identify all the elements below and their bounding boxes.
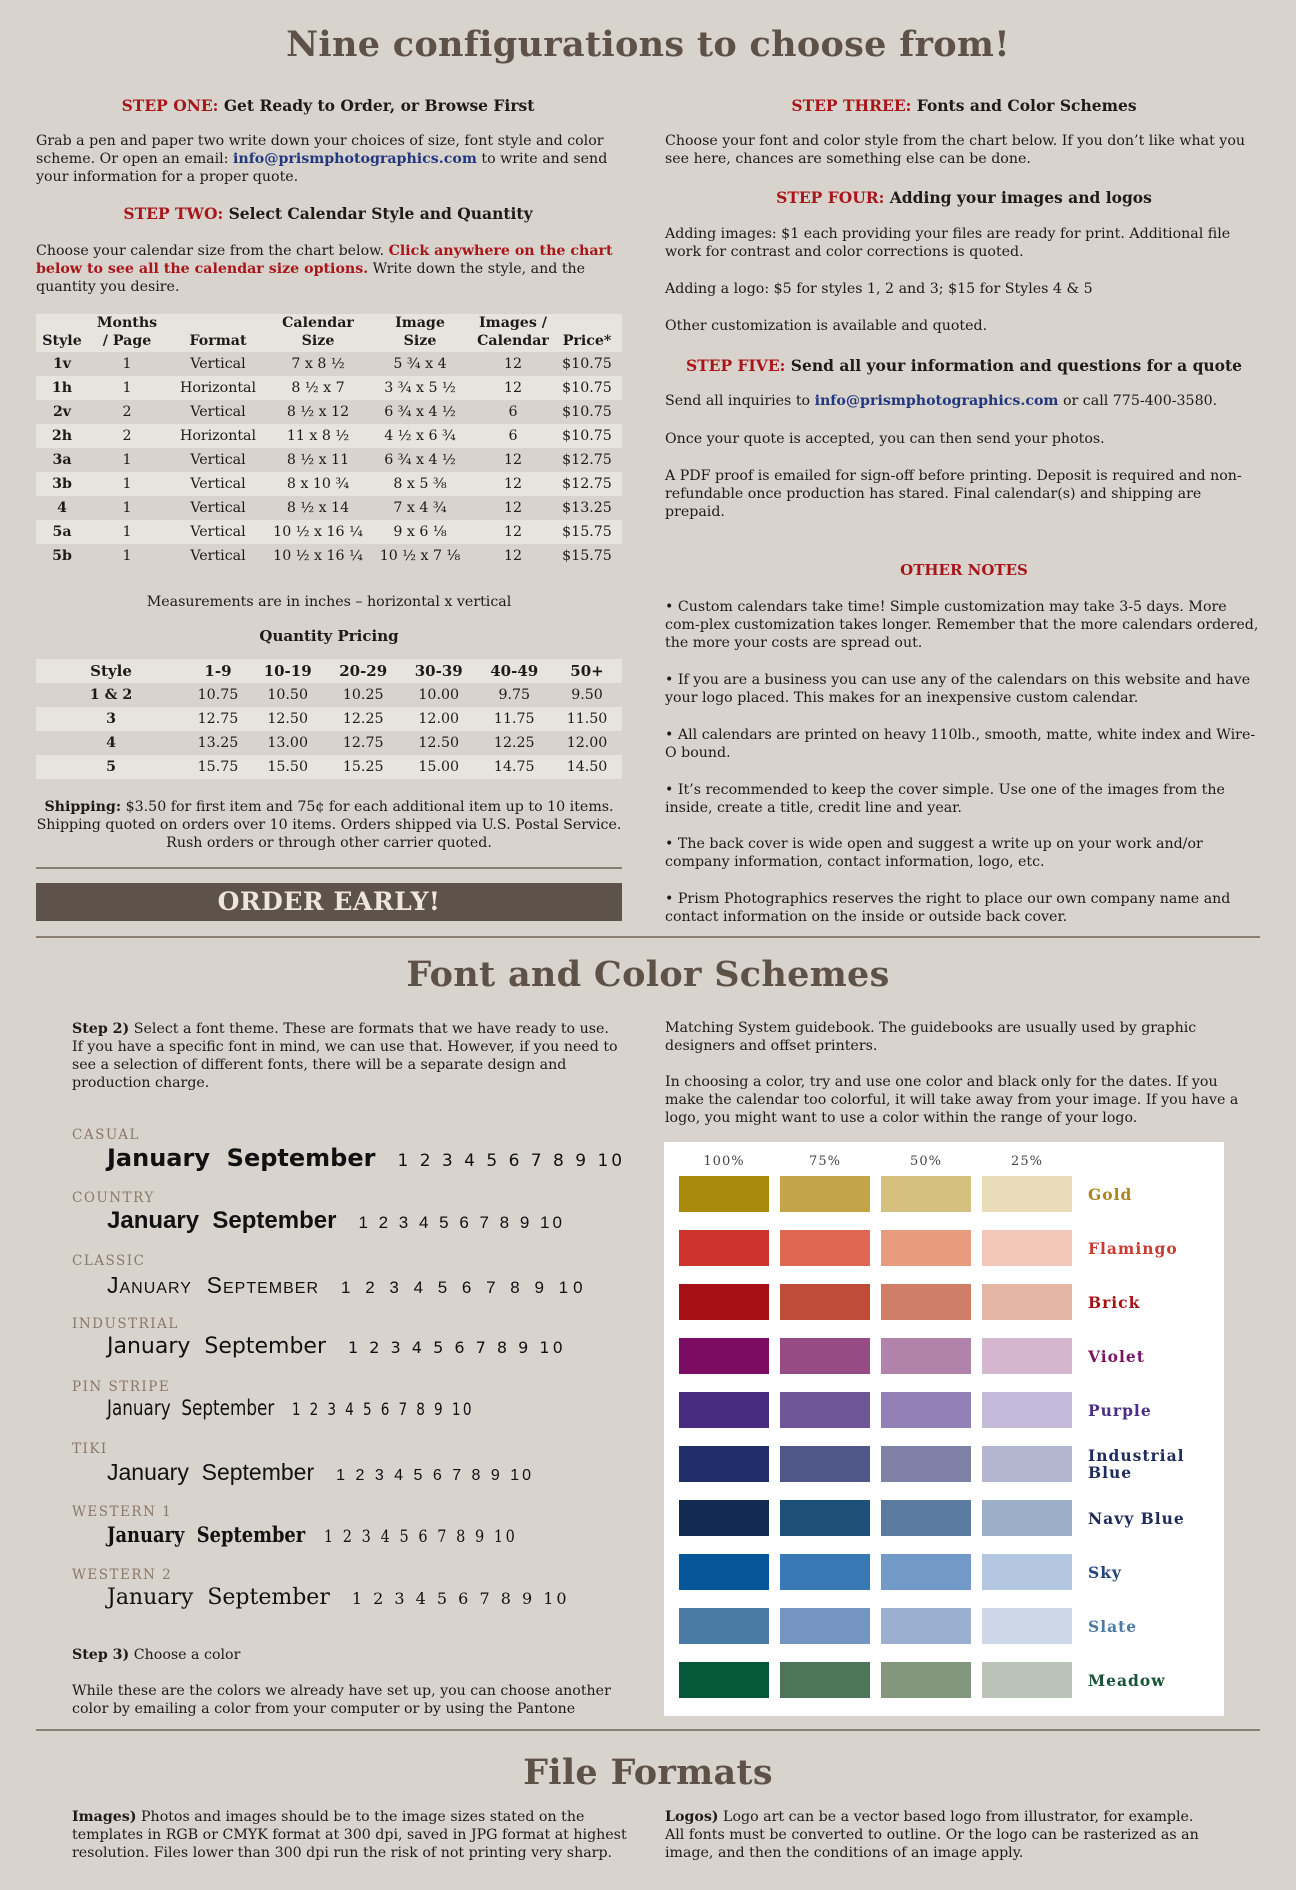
color-swatch-violet-75[interactable] — [780, 1338, 870, 1374]
table-row[interactable]: 4 1 Vertical 8 ½ x 14 7 x 4 ¾ 12 $13.25 — [57, 500, 612, 516]
col-format: Format — [189, 333, 247, 349]
step-one-text — [36, 132, 622, 186]
color-name-meadow: Meadow — [1088, 1671, 1166, 1690]
color-swatch-gold-50[interactable] — [881, 1176, 971, 1212]
note-item: • It’s recommended to keep the cover simple. Use one of the images from the inside, create a title, credit line and year. — [665, 782, 1225, 816]
color-swatch-purple-25[interactable] — [982, 1392, 1072, 1428]
sample-nums: 1 2 3 4 5 6 7 8 9 10 — [341, 1278, 588, 1297]
sample-text: January September — [107, 1396, 275, 1420]
col-calendar-size: Calendar Size — [282, 315, 354, 349]
color-swatch-sky-75[interactable] — [780, 1554, 870, 1590]
font-step-2-text — [72, 1020, 620, 1092]
color-swatch-navy-blue-50[interactable] — [881, 1500, 971, 1536]
font-label-western-2: WESTERN 2 — [72, 1567, 173, 1583]
color-swatch-navy-blue-25[interactable] — [982, 1500, 1072, 1536]
step-one-text-before: Grab a pen and paper two write down your choices of size, font style and color scheme. Or open an email: — [36, 133, 604, 167]
section-divider-2 — [36, 1729, 1260, 1731]
order-early-banner: ORDER EARLY! — [36, 883, 622, 921]
color-swatch-purple-100[interactable] — [679, 1392, 769, 1428]
sample-text: January September — [107, 1522, 306, 1547]
font-label-pin-stripe: PIN STRIPE — [72, 1379, 171, 1395]
col-months: Months / Page — [96, 315, 158, 349]
table-row[interactable]: 1h 1 Horizontal 8 ½ x 7 3 ¾ x 5 ½ 12 $10.75 — [36, 376, 622, 400]
color-swatch-flamingo-100[interactable] — [679, 1230, 769, 1266]
note-item: • Prism Photographics reserves the right to place our own company name and contact information on the inside or outside back cover. — [665, 891, 1231, 925]
color-swatch-flamingo-25[interactable] — [982, 1230, 1072, 1266]
color-name-navy-blue: Navy Blue — [1088, 1509, 1185, 1528]
sample-text: January September — [107, 1585, 330, 1610]
other-notes-title: OTHER NOTES — [900, 561, 1028, 579]
table-header-row — [36, 314, 622, 352]
step-five-p1-before: Send all inquiries to — [665, 393, 815, 409]
shipping-label: Shipping: — [44, 799, 122, 815]
color-swatch-gold-25[interactable] — [982, 1176, 1072, 1212]
shipping-line-3: Rush orders or through other carrier quoted. — [166, 835, 492, 851]
step-two-text-before: Choose your calendar size from the chart below. — [36, 243, 389, 259]
color-swatch-violet-25[interactable] — [982, 1338, 1072, 1374]
sample-nums: 1 2 3 4 5 6 7 8 9 10 — [291, 1400, 474, 1420]
color-swatch-flamingo-75[interactable] — [780, 1230, 870, 1266]
color-swatch-slate-100[interactable] — [679, 1608, 769, 1644]
pct-50: 50% — [910, 1154, 942, 1169]
color-swatch-flamingo-50[interactable] — [881, 1230, 971, 1266]
font-sample-casual[interactable] — [107, 1144, 625, 1172]
pct-25: 25% — [1011, 1154, 1043, 1169]
font-label-tiki: TIKI — [72, 1441, 108, 1457]
color-swatch-sky-25[interactable] — [982, 1554, 1072, 1590]
color-p2: Matching System guidebook. The guidebooks are usually used by graphic designers and offset printers. — [665, 1020, 1197, 1054]
images-label: Images) — [72, 1809, 137, 1825]
col-style: Style — [42, 333, 82, 349]
color-step-3 — [72, 1646, 620, 1664]
images-format-text — [72, 1808, 632, 1862]
step-two-text — [36, 242, 622, 296]
color-swatch-purple-75[interactable] — [780, 1392, 870, 1428]
step-four-heading — [664, 188, 1264, 207]
note-item: • The back cover is wide open and suggest a write up on your work and/or company information, contact information, logo, etc. — [665, 836, 1203, 870]
font-sample-country[interactable] — [107, 1207, 565, 1235]
table-row[interactable]: 2h 2 Horizontal 11 x 8 ½ 4 ½ x 6 ¾ 6 $10.75 — [36, 424, 622, 448]
step-three-heading — [664, 96, 1264, 115]
color-swatch-navy-blue-75[interactable] — [780, 1500, 870, 1536]
step-one-label: STEP ONE: — [121, 96, 219, 115]
color-p3: In choosing a color, try and use one color and black only for the dates. If you make the calendar too colorful, it will take away from your image. If you have a logo, you might want to use a color within the range of your logo. — [665, 1074, 1239, 1126]
color-name-violet: Violet — [1088, 1347, 1145, 1366]
col-images-per-calendar: Images / Calendar — [477, 315, 549, 349]
color-swatch-meadow-25[interactable] — [982, 1662, 1072, 1698]
divider — [36, 867, 622, 869]
step-four-p2: Adding a logo: $5 for styles 1, 2 and 3; $15 for Styles 4 & 5 — [665, 281, 1093, 297]
logos-format-text — [665, 1808, 1205, 1862]
color-swatch-industrial-blue-50[interactable] — [881, 1446, 971, 1482]
note-item: • If you are a business you can use any of the calendars on this website and have your logo placed. This makes for an inexpensive custom calendar. — [665, 672, 1251, 706]
step-three-label: STEP THREE: — [791, 96, 912, 115]
file-formats-title: File Formats — [523, 1752, 773, 1793]
font-label-country: COUNTRY — [72, 1190, 155, 1206]
color-swatch-slate-50[interactable] — [881, 1608, 971, 1644]
color-name-brick: Brick — [1088, 1293, 1141, 1312]
note-item: • All calendars are printed on heavy 110lb., smooth, matte, white index and Wire-O bound. — [665, 727, 1256, 761]
sample-text: January September — [107, 1144, 376, 1172]
table-row[interactable]: 3a 1 Vertical 8 ½ x 11 6 ¾ x 4 ½ 12 $12.75 — [52, 452, 612, 468]
font-color-section-title: Font and Color Schemes — [406, 954, 890, 995]
font-label-western-1: WESTERN 1 — [72, 1504, 173, 1520]
col-image-size: Image Size — [395, 315, 445, 349]
size-chart-link[interactable]: Click anywhere on the chart below to see all the calendar size options. — [36, 243, 613, 277]
color-swatch-industrial-blue-100[interactable] — [679, 1446, 769, 1482]
color-swatch-navy-blue-100[interactable] — [679, 1500, 769, 1536]
quantity-pricing-table — [36, 659, 622, 779]
color-swatch-brick-100[interactable] — [679, 1284, 769, 1320]
color-step-3-label: Step 3) — [72, 1647, 130, 1663]
color-step-3-body: Choose a color — [129, 1647, 241, 1663]
step-three-title: Fonts and Color Schemes — [911, 96, 1137, 115]
table-row: 4 13.25 13.00 12.75 12.50 12.25 12.00 — [106, 735, 608, 751]
qty-header-row: Style 1-9 10-19 20-29 30-39 40-49 50+ — [36, 659, 622, 683]
logos-label: Logos) — [665, 1809, 719, 1825]
font-label-industrial: INDUSTRIAL — [72, 1316, 179, 1332]
color-swatch-meadow-100[interactable] — [679, 1662, 769, 1698]
step-five-p3: A PDF proof is emailed for sign-off before printing. Deposit is required and non-refundable once production has stared. Final calendar(s) and shipping are prepaid. — [665, 468, 1242, 520]
color-p1: While these are the colors we already have set up, you can choose another color by emailing a color from your computer or by using the Pantone — [72, 1683, 611, 1717]
color-name-slate: Slate — [1088, 1617, 1138, 1636]
color-swatch-slate-25[interactable] — [982, 1608, 1072, 1644]
sample-nums: 1 2 3 4 5 6 7 8 9 10 — [323, 1527, 518, 1547]
sample-nums: 1 2 3 4 5 6 7 8 9 10 — [358, 1213, 565, 1232]
quantity-pricing-title: Quantity Pricing — [259, 627, 399, 645]
table-row[interactable]: 5b 1 Vertical 10 ½ x 16 ¼ 10 ½ x 7 ⅛ 12 $15.75 — [52, 548, 612, 564]
font-sample-industrial[interactable] — [107, 1334, 566, 1359]
measurements-note: Measurements are in inches – horizontal x vertical — [146, 594, 512, 610]
step-five-p2: Once your quote is accepted, you can then send your photos. — [665, 431, 1105, 447]
step-one-text-after: to write and send your information for a proper quote. — [36, 151, 608, 185]
step-two-label: STEP TWO: — [123, 204, 224, 223]
images-body: Photos and images should be to the image sizes stated on the templates in RGB or CMYK format at 300 dpi, saved in JPG format at highest resolution. Files lower than 300 dpi run the risk of not printing very sharp. — [72, 1809, 627, 1861]
color-swatch-purple-50[interactable] — [881, 1392, 971, 1428]
font-step-2-label: Step 2) — [72, 1021, 130, 1037]
sample-nums: 1 2 3 4 5 6 7 8 9 10 — [336, 1467, 535, 1484]
color-swatch-sky-100[interactable] — [679, 1554, 769, 1590]
sample-text: January September — [107, 1334, 326, 1359]
color-swatch-slate-75[interactable] — [780, 1608, 870, 1644]
color-name-sky: Sky — [1088, 1563, 1122, 1582]
shipping-line-2: Shipping quoted on orders over 10 items. Orders shipped via U.S. Postal Service. — [36, 817, 622, 833]
table-row[interactable]: 1v 1 Vertical 7 x 8 ½ 5 ¾ x 4 12 $10.75 — [52, 356, 612, 372]
table-row: 3 12.75 12.50 12.25 12.00 11.75 11.50 — [36, 707, 622, 731]
color-swatch-violet-100[interactable] — [679, 1338, 769, 1374]
color-swatch-industrial-blue-25[interactable] — [982, 1446, 1072, 1482]
section-divider — [36, 936, 1260, 938]
font-sample-western-2[interactable] — [107, 1585, 570, 1610]
color-swatch-meadow-75[interactable] — [780, 1662, 870, 1698]
color-swatch-brick-25[interactable] — [982, 1284, 1072, 1320]
shipping-info — [36, 798, 622, 852]
font-label-classic: CLASSIC — [72, 1253, 146, 1269]
spec-table-body — [36, 352, 622, 568]
color-palette-panel — [664, 1142, 1224, 1716]
font-step-2-body: Select a font theme. These are formats that we have ready to use. If you have a specific font in mind, we can use that. However, if you need to see a selection of different fonts, there will be a separate design and production charge. — [72, 1021, 618, 1091]
shipping-line-1: $3.50 for first item and 75¢ for each additional item up to 10 items. — [121, 799, 614, 815]
color-swatch-violet-50[interactable] — [881, 1338, 971, 1374]
step-five-title: Send all your information and questions for a quote — [785, 356, 1243, 375]
color-name-gold: Gold — [1088, 1185, 1133, 1204]
logos-body: Logo art can be a vector based logo from illustrator, for example. All fonts must be converted to outline. Or the logo can be rasterized as an image, and then the conditions of an image apply. — [665, 1809, 1199, 1861]
step-two-text-after: Write down the style, and the quantity you desire. — [36, 261, 586, 295]
sample-nums: 1 2 3 4 5 6 7 8 9 10 — [397, 1151, 626, 1171]
col-price: Price* — [562, 333, 612, 349]
step-five-label: STEP FIVE: — [685, 356, 786, 375]
table-row: 1 & 2 10.75 10.50 10.25 10.00 9.75 9.50 — [89, 687, 603, 703]
table-row[interactable]: 5a 1 Vertical 10 ½ x 16 ¼ 9 x 6 ⅛ 12 $15.75 — [36, 520, 622, 544]
step-three-text: Choose your font and color style from the chart below. If you don’t like what you see here, chances are something else can be done. — [665, 133, 1246, 167]
color-swatch-sky-50[interactable] — [881, 1554, 971, 1590]
color-swatch-industrial-blue-75[interactable] — [780, 1446, 870, 1482]
font-sample-classic[interactable] — [107, 1272, 588, 1299]
pct-100: 100% — [703, 1154, 745, 1169]
color-name-flamingo: Flamingo — [1088, 1239, 1178, 1258]
step-two-title: Select Calendar Style and Quantity — [223, 204, 533, 223]
step-four-title: Adding your images and logos — [884, 188, 1152, 207]
step-four-label: STEP FOUR: — [776, 188, 885, 207]
sample-nums: 1 2 3 4 5 6 7 8 9 10 — [351, 1589, 570, 1608]
step-two-heading — [36, 204, 620, 223]
email-link-2[interactable]: info@prismphotographics.com — [814, 393, 1059, 409]
color-swatch-meadow-50[interactable] — [881, 1662, 971, 1698]
step-five-p1 — [665, 392, 1265, 410]
font-sample-western-1[interactable] — [107, 1522, 517, 1547]
calendar-size-table[interactable] — [36, 314, 622, 568]
color-name-industrial-blue: Industrial Blue — [1088, 1446, 1185, 1482]
step-one-heading — [36, 96, 620, 115]
font-label-casual: CASUAL — [72, 1127, 141, 1143]
color-swatch-brick-75[interactable] — [780, 1284, 870, 1320]
sample-text: January September — [107, 1207, 337, 1234]
step-four-p3: Other customization is available and quoted. — [665, 318, 988, 334]
email-link[interactable]: info@prismphotographics.com — [233, 151, 477, 167]
color-swatch-gold-100[interactable] — [679, 1176, 769, 1212]
note-item: • Custom calendars take time! Simple customization may take 3-5 days. More com-plex customization takes longer. Remember that the more calendars ordered, the more your costs are spread out. — [665, 599, 1259, 651]
step-five-heading — [664, 356, 1264, 375]
table-row: 5 15.75 15.50 15.25 15.00 14.75 14.50 — [36, 755, 622, 779]
color-swatch-gold-75[interactable] — [780, 1176, 870, 1212]
font-sample-tiki[interactable] — [107, 1459, 534, 1486]
sample-nums: 1 2 3 4 5 6 7 8 9 10 — [348, 1338, 566, 1357]
sample-text: January September — [107, 1459, 315, 1485]
step-four-p1: Adding images: $1 each providing your files are ready for print. Additional file work for contrast and color corrections is quoted. — [665, 226, 1231, 260]
table-row[interactable]: 3b 1 Vertical 8 x 10 ¾ 8 x 5 ⅜ 12 $12.75 — [36, 472, 622, 496]
table-row[interactable]: 2v 2 Vertical 8 ½ x 12 6 ¾ x 4 ½ 6 $10.75 — [52, 404, 612, 420]
pct-75: 75% — [809, 1154, 841, 1169]
sample-text: January September — [107, 1272, 320, 1298]
page-title: Nine configurations to choose from! — [286, 24, 1010, 65]
color-name-purple: Purple — [1088, 1401, 1152, 1420]
font-sample-pin-stripe[interactable] — [107, 1396, 474, 1420]
step-one-title: Get Ready to Order, or Browse First — [218, 96, 535, 115]
color-swatch-brick-50[interactable] — [881, 1284, 971, 1320]
step-five-p1-after: or call 775-400-3580. — [1058, 393, 1218, 409]
